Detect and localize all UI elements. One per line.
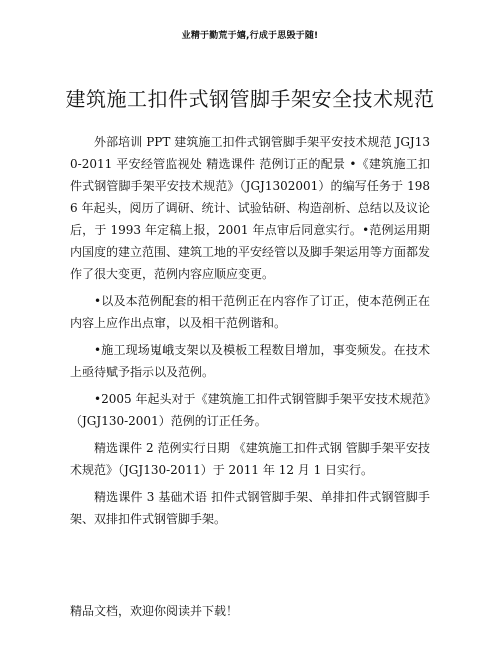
body-paragraph: •施工现场嵬峨支架以及模板工程数目增加，事变频发。在技术上亟待赋予指示以及范例。 bbox=[70, 343, 430, 379]
body-paragraph: 精选课件 2 范例实行日期 《建筑施工扣件式钢 管脚手架平安技术规范》（JGJ130-2011）于 2011 年 12 月 1 日实行。 bbox=[70, 441, 430, 477]
document-title: 建筑施工扣件式钢管脚手架安全技术规范 bbox=[65, 87, 435, 111]
document-body bbox=[70, 131, 430, 535]
body-paragraph: •2005 年起头对于《建筑施工扣件式钢管脚手架平安技术规范》（JGJ130-2001）范例的订正任务。 bbox=[70, 392, 430, 428]
body-paragraph: •以及本范例配套的相干范例正在内容作了订正，使本范例正在内容上应作出点窜，以及相干范例谐和。 bbox=[70, 294, 430, 330]
footer-note: 精品文档，欢迎你阅读并下载！ bbox=[70, 604, 239, 618]
body-paragraph: 精选课件 3 基础术语 扣件式钢管脚手架、单排扣件式钢管脚手架、双排扣件式钢管脚手架。 bbox=[70, 490, 430, 526]
body-paragraph: 外部培训 PPT 建筑施工扣件式钢管脚手架平安技术规范 JGJ130-2011 平安经管监视处 精选课件 范例订正的配景 •《建筑施工扣件式钢管脚手架平安技术规范》（JGJ1302001）的编写任务于 1986 年起头，阅历了调研、统计、试验钻研、构造剖析、总结以及议论后，于 1993 年定稿上报，2001 年点审后同意实行。•范例运用期内国度的建立范围、建筑工地的平安经管以及脚手架运用等方面都发作了很大变更，范例内容应顺应变更。 bbox=[70, 135, 431, 281]
header-motto: 业精于勤荒于嬉,行成于思毁于随! bbox=[181, 31, 319, 41]
